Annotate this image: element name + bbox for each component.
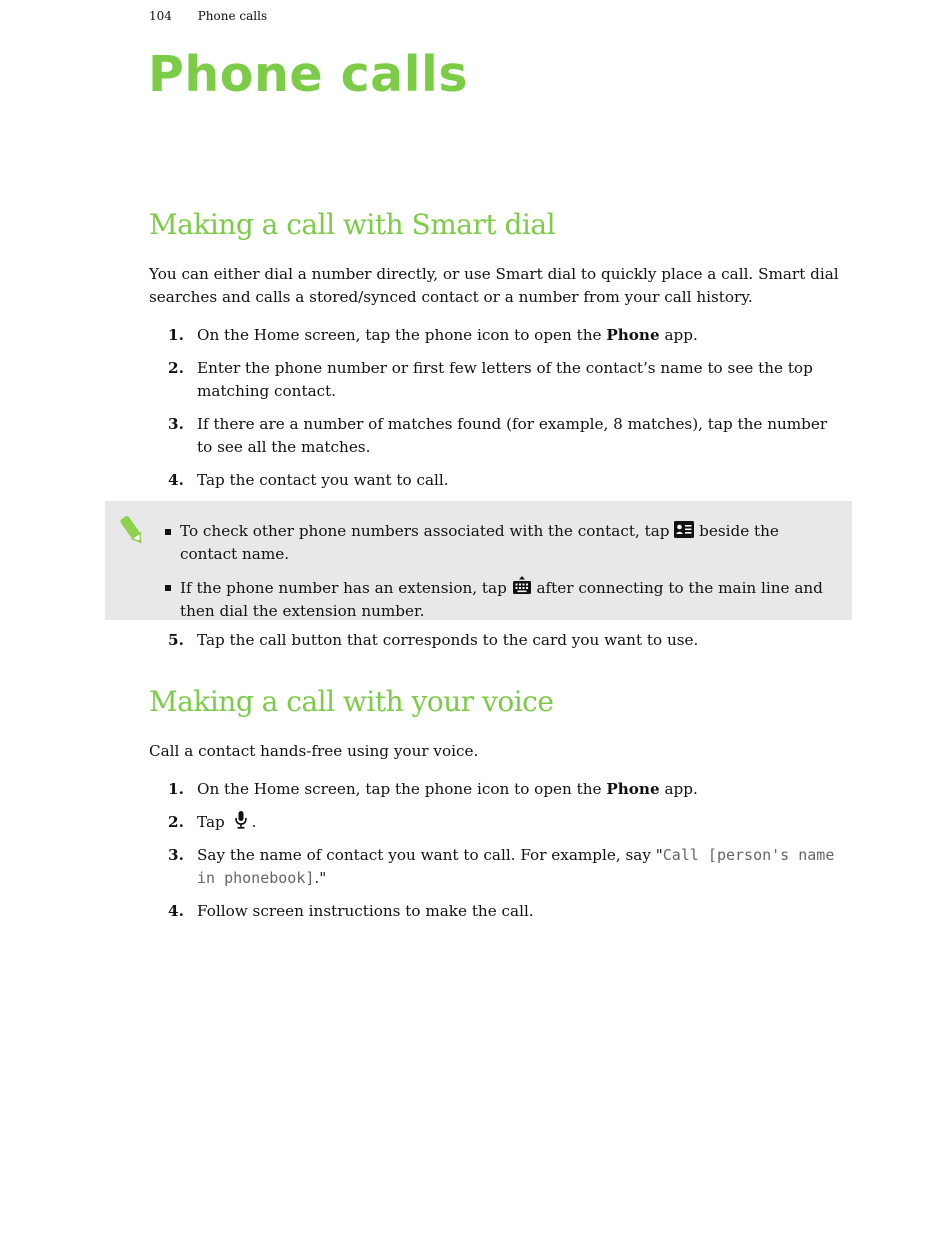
step-text: Follow screen instructions to make the call. bbox=[197, 902, 534, 920]
step-number: 1. bbox=[168, 780, 184, 798]
step-number: 4. bbox=[168, 902, 184, 920]
step-number: 3. bbox=[168, 846, 184, 864]
page-number: 104 bbox=[149, 9, 172, 23]
app-name-phone: Phone bbox=[606, 780, 660, 798]
smart-dial-steps-continued bbox=[149, 629, 839, 662]
voice-command-example: Call [person's name in phonebook] bbox=[197, 846, 835, 887]
section-heading-smart-dial: Making a call with Smart dial bbox=[149, 208, 556, 241]
note-text: after connecting to the main line and then dial the extension number. bbox=[180, 579, 823, 620]
step-number: 5. bbox=[168, 631, 184, 649]
voice-steps bbox=[149, 778, 839, 933]
step-number: 3. bbox=[168, 415, 184, 433]
list-item bbox=[163, 520, 833, 566]
microphone-icon bbox=[234, 811, 248, 829]
contact-card-icon bbox=[674, 521, 694, 538]
smart-dial-steps bbox=[149, 324, 839, 502]
list-item bbox=[149, 357, 839, 403]
step-number: 1. bbox=[168, 326, 184, 344]
pencil-note-icon bbox=[117, 513, 147, 547]
note-text: beside the contact name. bbox=[180, 522, 779, 563]
bullet bbox=[165, 585, 171, 591]
list-item bbox=[149, 778, 839, 801]
step-text: ." bbox=[314, 869, 327, 887]
step-number: 4. bbox=[168, 471, 184, 489]
step-text: If there are a number of matches found (for example, 8 matches), tap the number to see all the matches. bbox=[197, 415, 828, 456]
note-list bbox=[163, 520, 833, 633]
page-header bbox=[149, 9, 267, 23]
step-text: Enter the phone number or first few letters of the contact’s name to see the top matching contact. bbox=[197, 359, 813, 400]
smart-dial-intro: You can either dial a number directly, or use Smart dial to quickly place a call. Smart dial searches and calls a stored/synced contact or a number from your call history. bbox=[149, 265, 839, 306]
voice-intro: Call a contact hands-free using your voice. bbox=[149, 742, 479, 760]
step-number: 2. bbox=[168, 813, 184, 831]
keypad-icon bbox=[512, 576, 532, 595]
step-text: app. bbox=[659, 780, 698, 798]
step-text: Say the name of contact you want to call. For example, say " bbox=[197, 846, 663, 864]
list-item bbox=[149, 469, 839, 492]
bullet bbox=[165, 529, 171, 535]
header-section-title: Phone calls bbox=[197, 9, 268, 23]
section-heading-voice: Making a call with your voice bbox=[149, 685, 554, 718]
step-text: app. bbox=[659, 326, 698, 344]
note-text: If the phone number has an extension, tap bbox=[180, 579, 512, 597]
step-text: Tap the call button that corresponds to the card you want to use. bbox=[197, 631, 699, 649]
step-text: On the Home screen, tap the phone icon to open the bbox=[197, 326, 607, 344]
list-item bbox=[149, 629, 839, 652]
list-item bbox=[149, 811, 839, 834]
list-item bbox=[149, 324, 839, 347]
note-box bbox=[105, 501, 852, 620]
step-text: On the Home screen, tap the phone icon to open the bbox=[197, 780, 607, 798]
list-item bbox=[149, 844, 839, 890]
list-item bbox=[163, 576, 833, 623]
step-text: Tap bbox=[197, 813, 230, 831]
step-text: . bbox=[251, 813, 257, 831]
list-item bbox=[149, 900, 839, 923]
chapter-title: Phone calls bbox=[148, 46, 469, 103]
step-text: Tap the contact you want to call. bbox=[197, 471, 449, 489]
app-name-phone: Phone bbox=[606, 326, 660, 344]
step-number: 2. bbox=[168, 359, 184, 377]
list-item bbox=[149, 413, 839, 459]
note-text: To check other phone numbers associated with the contact, tap bbox=[180, 522, 675, 540]
